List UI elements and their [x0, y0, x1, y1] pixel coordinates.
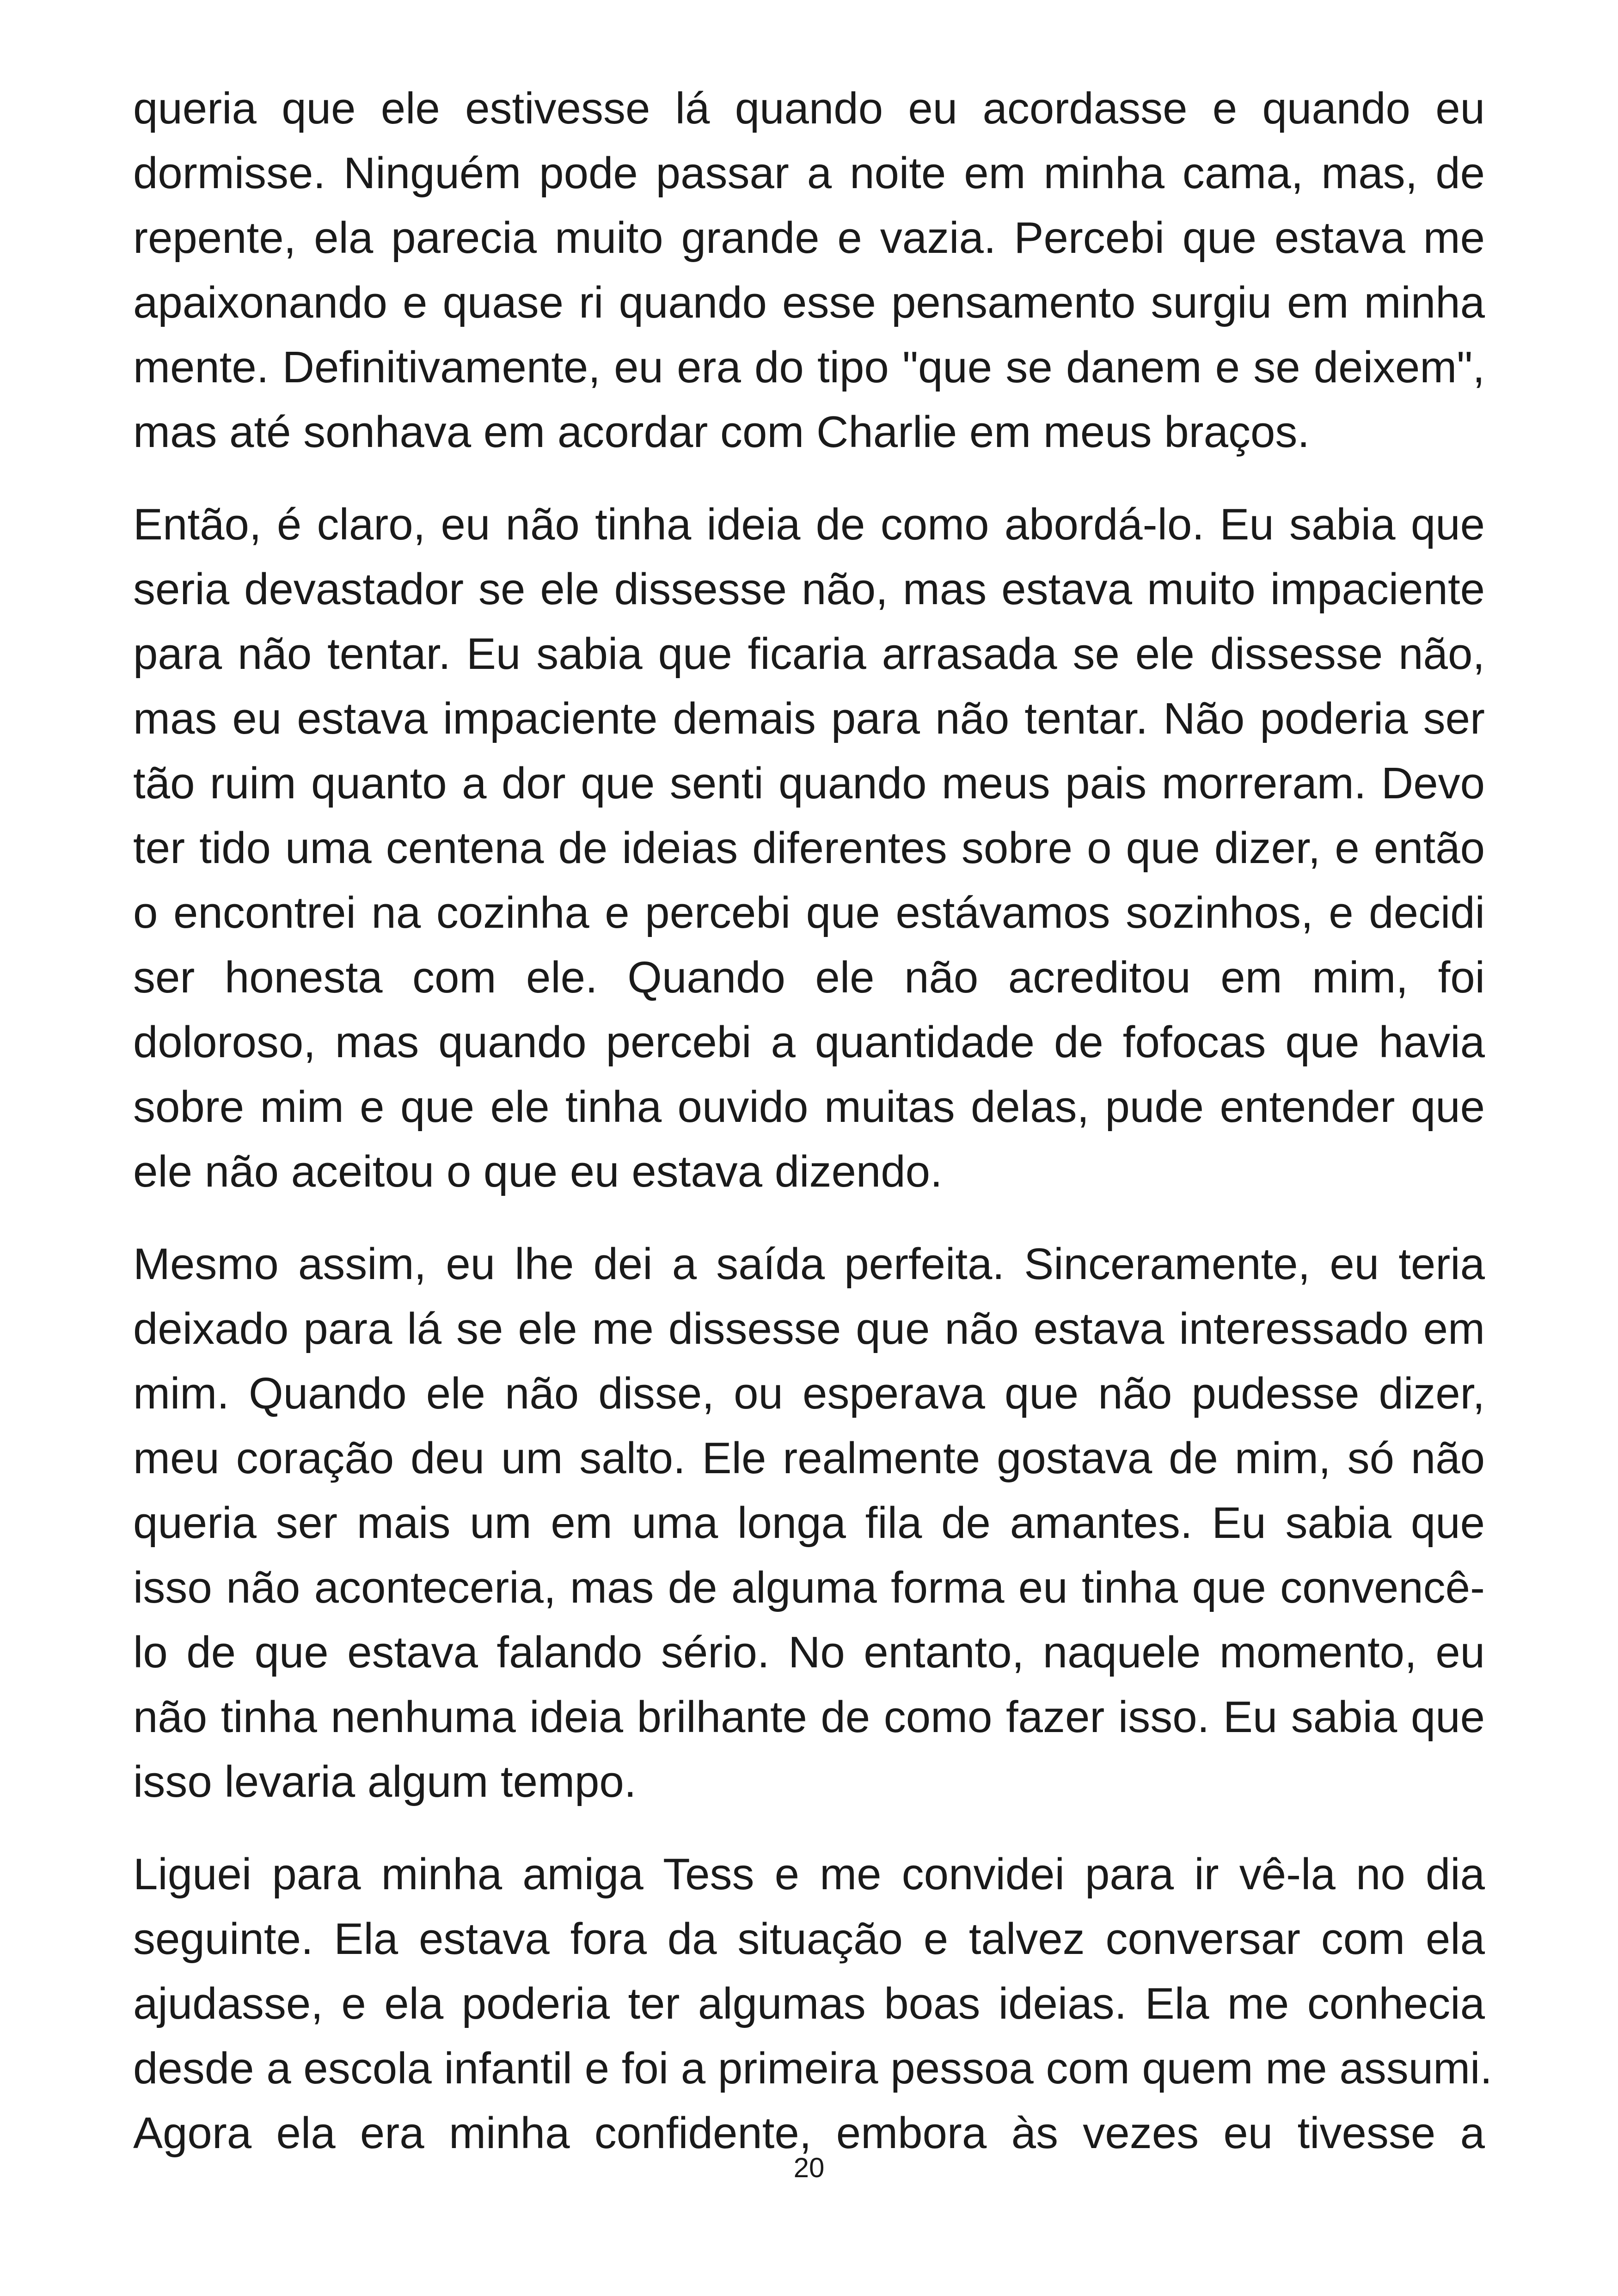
text-line: o encontrei na cozinha e percebi que estávamos sozinhos, e decidi	[133, 888, 1485, 937]
text-line: ajudasse, e ela poderia ter algumas boas ideias. Ela me conhecia	[133, 1979, 1485, 2028]
paragraph-1	[133, 76, 1485, 465]
text-line: ele não aceitou o que eu estava dizendo.	[133, 1147, 943, 1196]
text-line: mas até sonhava em acordar com Charlie em meus braços.	[133, 407, 1310, 457]
text-line: mente. Definitivamente, eu era do tipo "que se danem e se deixem",	[133, 343, 1485, 392]
text-line: seguinte. Ela estava fora da situação e talvez conversar com ela	[133, 1914, 1485, 1964]
text-line: tão ruim quanto a dor que senti quando meus pais morreram. Devo	[133, 759, 1485, 808]
text-line: sobre mim e que ele tinha ouvido muitas delas, pude entender que	[133, 1082, 1485, 1132]
text-line: queria que ele estivesse lá quando eu acordasse e quando eu	[133, 84, 1485, 133]
text-line: dormisse. Ninguém pode passar a noite em minha cama, mas, de	[133, 148, 1485, 198]
paragraph-2	[133, 492, 1485, 1204]
text-line: Mesmo assim, eu lhe dei a saída perfeita. Sinceramente, eu teria	[133, 1239, 1485, 1289]
text-line: mim. Quando ele não disse, ou esperava que não pudesse dizer,	[133, 1369, 1485, 1418]
paragraph-3	[133, 1232, 1485, 1814]
text-line: ter tido uma centena de ideias diferentes sobre o que dizer, e então	[133, 823, 1485, 873]
text-line: Agora ela era minha confidente, embora às vezes eu tivesse a	[133, 2108, 1485, 2158]
text-line: Liguei para minha amiga Tess e me convidei para ir vê-la no dia	[133, 1849, 1485, 1899]
paragraph-4	[133, 1842, 1493, 2166]
text-line: repente, ela parecia muito grande e vazia. Percebi que estava me	[133, 213, 1485, 263]
text-line: para não tentar. Eu sabia que ficaria arrasada se ele dissesse não,	[133, 629, 1485, 679]
text-line: mas eu estava impaciente demais para não tentar. Não poderia ser	[133, 694, 1485, 743]
text-line: lo de que estava falando sério. No entanto, naquele momento, eu	[133, 1628, 1485, 1677]
text-line: deixado para lá se ele me dissesse que não estava interessado em	[133, 1304, 1485, 1353]
text-line: desde a escola infantil e foi a primeira pessoa com quem me assumi.	[133, 2044, 1493, 2093]
text-line: isso levaria algum tempo.	[133, 1757, 637, 1806]
text-line: seria devastador se ele dissesse não, mas estava muito impaciente	[133, 564, 1485, 614]
text-line: queria ser mais um em uma longa fila de amantes. Eu sabia que	[133, 1498, 1485, 1548]
text-line: doloroso, mas quando percebi a quantidade de fofocas que havia	[133, 1017, 1485, 1067]
text-line: isso não aconteceria, mas de alguma forma eu tinha que convencê-	[133, 1563, 1485, 1612]
page-number: 20	[793, 2152, 825, 2183]
text-line: apaixonando e quase ri quando esse pensamento surgiu em minha	[133, 278, 1485, 327]
text-line: não tinha nenhuma ideia brilhante de como fazer isso. Eu sabia que	[133, 1692, 1485, 1742]
text-line: meu coração deu um salto. Ele realmente gostava de mim, só não	[133, 1433, 1485, 1483]
text-line: Então, é claro, eu não tinha ideia de como abordá-lo. Eu sabia que	[133, 500, 1485, 549]
text-line: ser honesta com ele. Quando ele não acreditou em mim, foi	[133, 953, 1485, 1002]
